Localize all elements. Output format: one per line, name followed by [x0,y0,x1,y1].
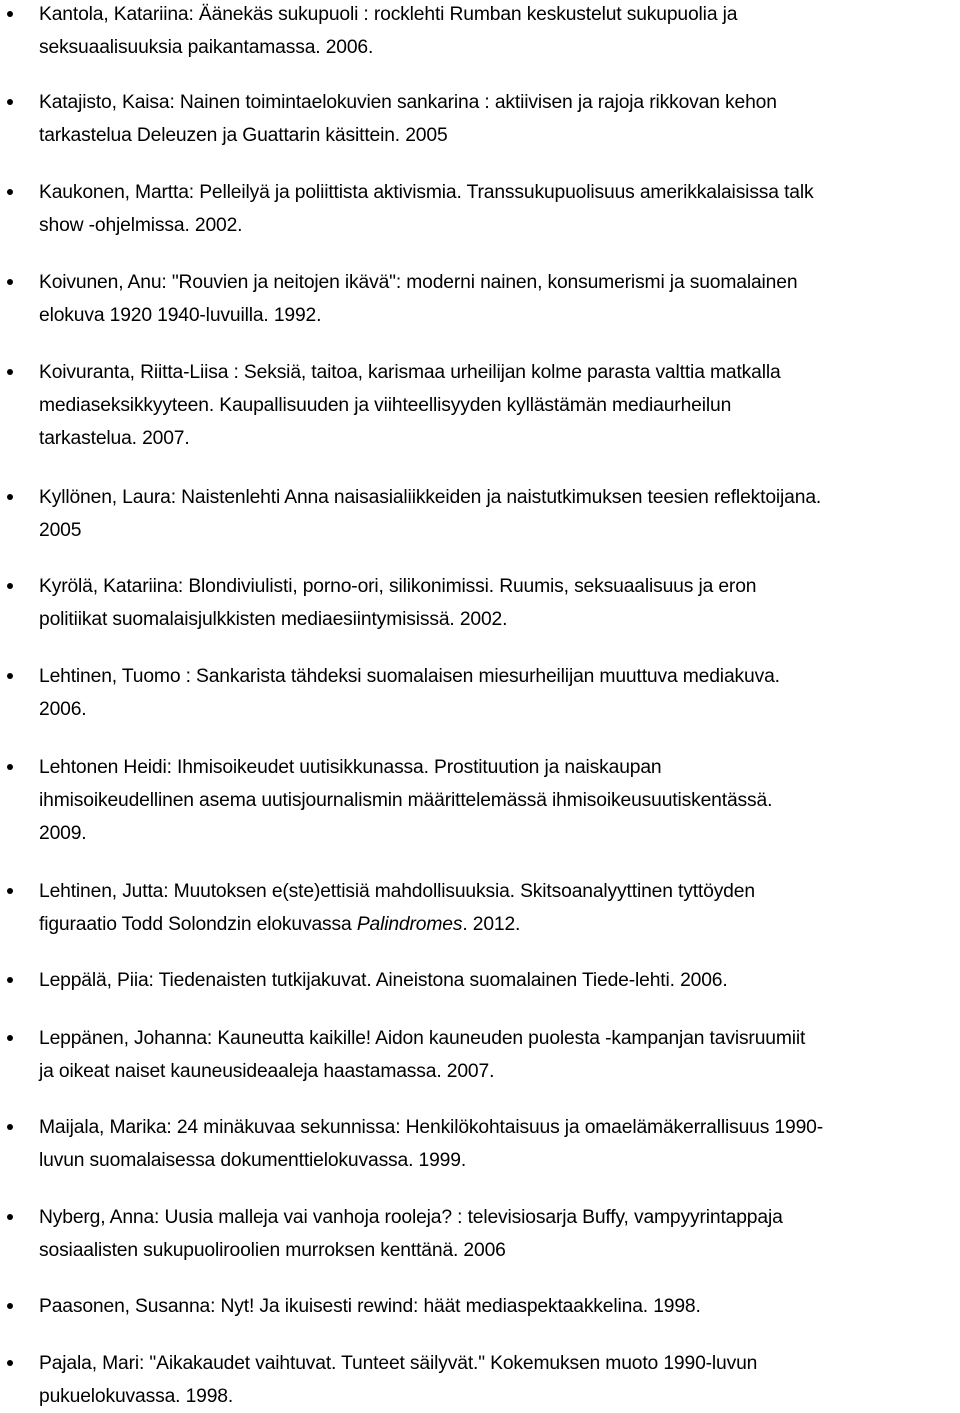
entry-line: Koivuranta, Riitta-Liisa : Seksiä, taitoa, karismaa urheilijan kolme parasta valttia matkalla [39,362,781,383]
bullet-icon [7,764,13,770]
entry-text: . 2012. [462,914,521,935]
entry-line: ihmisoikeudellinen asema uutisjournalismin määrittelemässä ihmisoikeusuutiskentässä. [39,790,773,811]
film-title: Palindromes [356,914,463,935]
entry-line: Lehtinen, Tuomo : Sankarista tähdeksi suomalaisen miesurheilijan muuttuva mediakuva. [39,666,780,687]
bullet-icon [7,11,13,17]
entry-text: figuraatio Todd Solondzin elokuvassa [39,914,357,935]
entry-line: show -ohjelmissa. 2002. [39,215,243,236]
bullet-icon [7,888,13,894]
entry-line: politiikat suomalaisjulkkisten mediaesiintymisissä. 2002. [39,609,508,630]
bullet-icon [7,977,13,983]
entry-line: pukuelokuvassa. 1998. [39,1386,234,1407]
entry-line: Katajisto, Kaisa: Nainen toimintaelokuvien sankarina : aktiivisen ja rajoja rikkovan kehon [39,92,777,113]
entry-line: Maijala, Marika: 24 minäkuvaa sekunnissa: Henkilökohtaisuus ja omaelämäkerrallisuus 1990- [39,1117,823,1138]
bullet-icon [7,494,13,500]
entry-line: Koivunen, Anu: "Rouvien ja neitojen ikävä": moderni nainen, konsumerismi ja suomalainen [39,272,798,293]
entry-line: Lehtinen, Jutta: Muutoksen e(ste)ettisiä mahdollisuuksia. Skitsoanalyyttinen tyttöyden [39,881,755,902]
bullet-icon [7,369,13,375]
entry-line: Kyllönen, Laura: Naistenlehti Anna naisasialiikkeiden ja naistutkimuksen teesien reflektoijana. [39,487,822,508]
bullet-icon [7,1214,13,1220]
entry-line: Kyrölä, Katariina: Blondiviulisti, porno-ori, silikonimissi. Ruumis, seksuaalisuus ja eron [39,576,757,597]
entry-line: ja oikeat naiset kauneusideaaleja haastamassa. 2007. [39,1061,495,1082]
entry-line: tarkastelua Deleuzen ja Guattarin käsittein. 2005 [39,125,448,146]
entry-line: 2005 [39,520,82,541]
bullet-icon [7,189,13,195]
bullet-icon [7,1360,13,1366]
entry-line: seksuaalisuuksia paikantamassa. 2006. [39,37,374,58]
entry-line: Pajala, Mari: "Aikakaudet vaihtuvat. Tunteet säilyvät." Kokemuksen muoto 1990-luvun [39,1353,758,1374]
entry-line: mediaseksikkyyteen. Kaupallisuuden ja viihteellisyyden kyllästämän mediaurheilun [39,395,732,416]
entry-line: Kaukonen, Martta: Pelleilyä ja poliittista aktivismia. Transsukupuolisuus amerikkalaisissa talk [39,182,814,203]
entry-line: Paasonen, Susanna: Nyt! Ja ikuisesti rewind: häät mediaspektaakkelina. 1998. [39,1296,701,1317]
bullet-icon [7,279,13,285]
bullet-icon [7,1303,13,1309]
entry-line [39,908,520,941]
entry-line: luvun suomalaisessa dokumenttielokuvassa. 1999. [39,1150,467,1171]
entry-line: 2009. [39,823,87,844]
entry-line: Leppälä, Piia: Tiedenaisten tutkijakuvat. Aineistona suomalainen Tiede-lehti. 2006. [39,970,728,991]
entry-line: Kantola, Katariina: Äänekäs sukupuoli : rocklehti Rumban keskustelut sukupuolia ja [39,4,738,25]
entry-line: sosiaalisten sukupuoliroolien murroksen kenttänä. 2006 [39,1240,506,1261]
entry-line: Nyberg, Anna: Uusia malleja vai vanhoja rooleja? : televisiosarja Buffy, vampyyrintappaja [39,1207,783,1228]
entry-line: Lehtonen Heidi: Ihmisoikeudet uutisikkunassa. Prostituution ja naiskaupan [39,757,662,778]
bullet-icon [7,1035,13,1041]
entry-line: 2006. [39,699,87,720]
bullet-icon [7,99,13,105]
entry-line: tarkastelua. 2007. [39,428,190,449]
bullet-icon [7,673,13,679]
bullet-icon [7,583,13,589]
entry-line: elokuva 1920 1940-luvuilla. 1992. [39,305,322,326]
bullet-icon [7,1124,13,1130]
entry-line: Leppänen, Johanna: Kauneutta kaikille! Aidon kauneuden puolesta -kampanjan tavisruumiit [39,1028,806,1049]
